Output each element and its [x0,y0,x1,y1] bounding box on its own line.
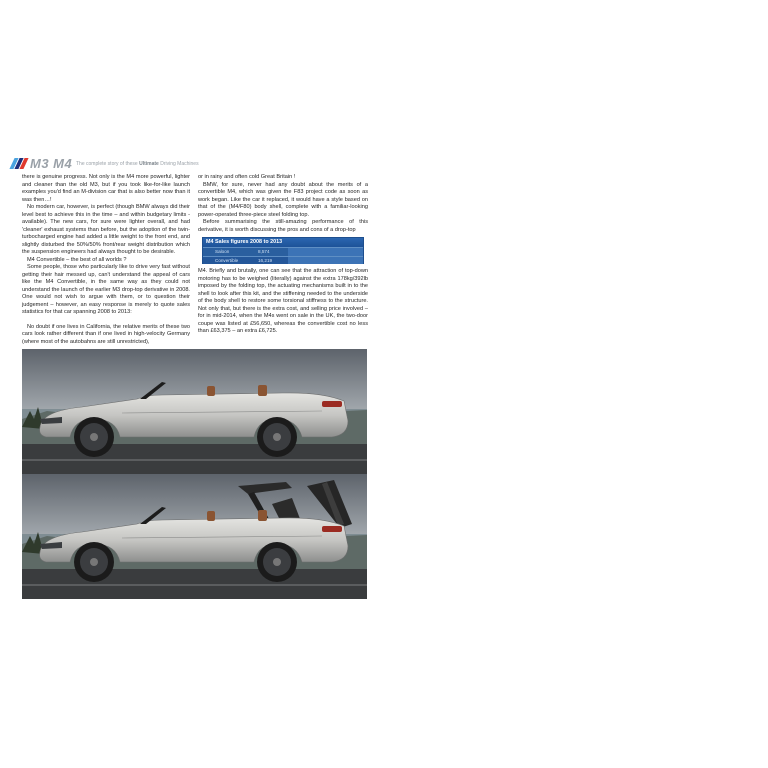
book-subtitle: The complete story of these Ultimate Driving Machines [76,161,199,167]
text-column-right-top [198,174,368,234]
paragraph: Some people, those who particularly like to drive very fast without getting their hair messed up, can't understand the appeal of cars like the M4 Convertible, in the same way as they could not understand the launch of the earlier M3 drop-top derivative in 2008. One would not wish to argue with them, or to question their judgement – however, an easy response is merely to quote sales statistics for that car spanning 2008 to 2013: [22,264,190,315]
book-page [0,148,768,628]
paragraph: No doubt if one lives in California, the relative merits of these two cars look rather different than if one lived in high-velocity Germany (where most of the autobahns are still unrestricted), [22,323,190,345]
photo-convertible-roof-folding [22,474,367,599]
section-heading: M4 Convertible – the best of all worlds ? [27,256,127,263]
paragraph: M4. Briefly and brutally, one can see that the attraction of top-down motoring has to be weighed (literally) against the extra 178kg/392lb imposed by the folding top, the actuating mechanisms built in to the shell to look after this kit, and the stiffening needed to the underside of the body shell to restore some torsional stiffness to the structure. Not only that, but there is the extra cost, and selling price involved – for in mid-2014, when the M4s went on sale in the UK, the two-door coupe was listed at £56,650, whereas the convertible cost no less than £63,375 – an extra £6,725. [198,268,368,334]
table-cell-value: 16,219 [258,257,273,263]
book-logo: M3 M4 [30,156,73,171]
page-header [8,155,368,173]
text-column-right-bottom [198,268,368,336]
paragraph: No modern car, however, is perfect (though BMW always did their level best to achieve this in the time – and within budgetary limits -available). The new cars, for sure were lighter overall, and had 'cleaner' exhaust systems than before, but the adoption of the twin-turbocharged engine had added a little weight to the front end, and slightly disturbed the 50%/50% front/rear weight distribution which the suspension engineers had always thought to be desirable. [22,204,190,255]
photo-convertible-roof-down [22,349,367,474]
paragraph: BMW, for sure, never had any doubt about the merits of a convertible M4, which was given the F83 project code as soon as work began. Like the car it replaced, it would have a style based on that of the (M4/F80) body shell, complete with a familiar-looking power-operated three-piece steel folding top. [198,181,368,218]
table-title: M4 Sales figures 2008 to 2013 [203,238,363,247]
table-row [203,247,363,256]
sales-figures-table [202,237,364,264]
text-column-left [22,174,190,346]
paragraph: Before summarising the still-amazing performance of this derivative, it is worth discussing the pros and cons of a drop-top [198,219,368,233]
table-cell-value: 8,574 [258,249,270,254]
table-row [203,256,363,265]
paragraph: or in rainy and often cold Great Britain ! [198,174,296,180]
table-cell-label: Convertible [215,257,239,263]
paragraph: there is genuine progress. Not only is the M4 more powerful, lighter and cleaner than the old M3, but if you took like-for-like launch examples you'd find an M-division car that is also better now than it was then…! [22,174,190,203]
table-cell-label: Saloon [215,249,230,254]
